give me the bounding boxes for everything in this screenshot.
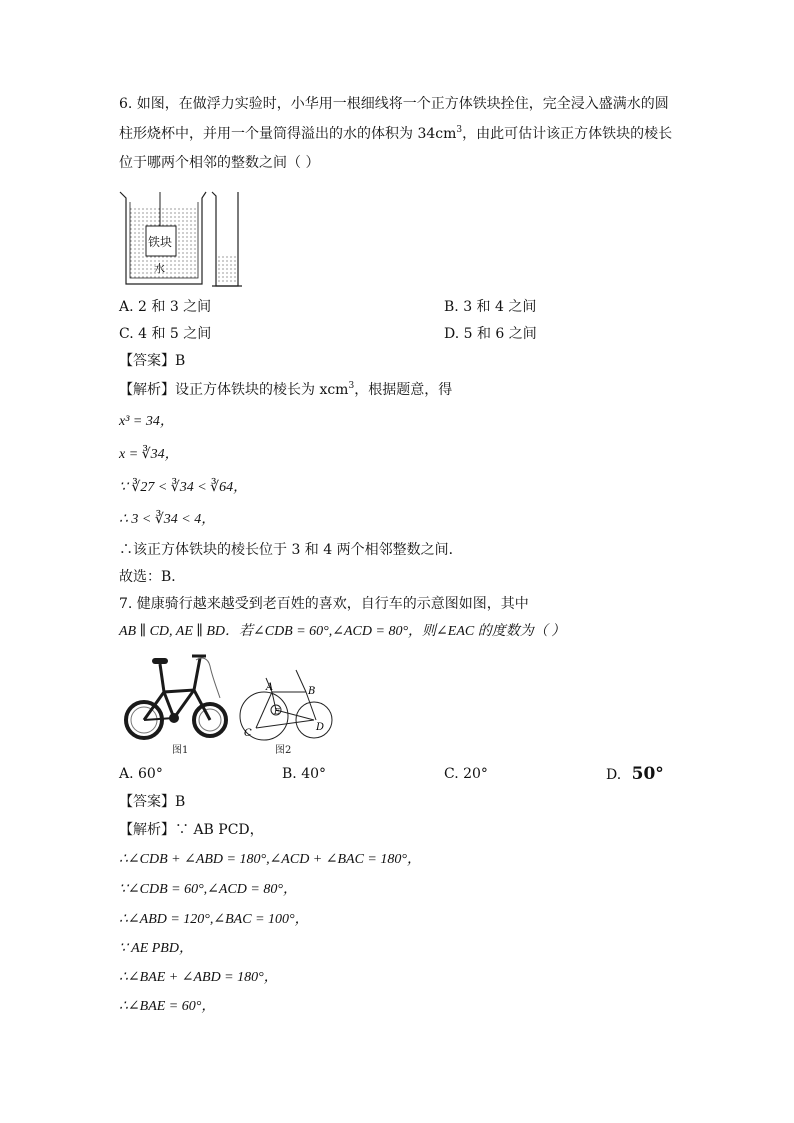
q6-answer: 【答案】B xyxy=(119,353,186,369)
q7-step-6: ∴∠BAE + ∠ABD = 180°， xyxy=(119,970,278,985)
q6-analysis-intro-b: ，根据题意，得 xyxy=(354,382,453,398)
q6-analysis-sup: 3 xyxy=(348,381,355,391)
q6-stem-line-2 xyxy=(119,124,672,144)
q6-stem-line-3: 位于哪两个相邻的整数之间（ ） xyxy=(119,155,320,171)
q6-step-4: ∴ 3 < ∛34 < 4， xyxy=(119,512,216,527)
q6-stem-sup: 3 xyxy=(456,125,463,135)
q7-option-b: B. 40° xyxy=(282,766,327,782)
q6-option-b: B. 3 和 4 之间 xyxy=(444,299,537,315)
q7-step-5: ∵ AE PBD， xyxy=(119,941,193,956)
q6-option-c: C. 4 和 5 之间 xyxy=(119,326,212,342)
q6-step-3: ∵ ∛27 < ∛34 < ∛64， xyxy=(119,480,248,495)
q7-option-a: A. 60° xyxy=(119,766,163,782)
bicycle-photo xyxy=(120,652,232,742)
q6-option-d: D. 5 和 6 之间 xyxy=(444,326,537,342)
q7-step-7: ∴∠BAE = 60°， xyxy=(119,999,216,1014)
q6-analysis-intro-a: 【解析】设正方体铁块的棱长为 xcm xyxy=(119,382,349,398)
q6-stem-line-2a: 柱形烧杯中，并用一个量筒得溢出的水的体积为 34cm xyxy=(119,126,457,142)
q7-stem-line-2: AB ∥ CD, AE ∥ BD．若∠CDB = 60°,∠ACD = 80°，则∠EAC 的度数为（ ） xyxy=(119,624,566,639)
point-b-label: B xyxy=(308,686,316,697)
point-d-label: D xyxy=(316,722,325,733)
q7-option-d xyxy=(606,764,664,785)
q6-step-1: x³ = 34， xyxy=(119,414,174,429)
point-e-label: E xyxy=(274,707,280,716)
q6-step-5: ∴该正方体铁块的棱长位于 3 和 4 两个相邻整数之间． xyxy=(119,542,463,558)
water-label: 水 xyxy=(154,262,165,275)
q7-answer: 【答案】B xyxy=(119,794,186,810)
q6-stem-line-1: 6. 如图，在做浮力实验时，小华用一根细线将一个正方体铁块拴住，完全浸入盛满水的圆 xyxy=(119,96,669,112)
q7-option-c: C. 20° xyxy=(444,766,488,782)
q7-analysis-1: 【解析】∵ AB PCD， xyxy=(119,822,264,838)
q7-option-d-value: 50° xyxy=(631,764,664,784)
point-a-label: A xyxy=(266,682,274,693)
q7-stem-line-1: 7. 健康骑行越来越受到老百姓的喜欢，自行车的示意图如图，其中 xyxy=(119,596,529,612)
q6-analysis-intro xyxy=(119,380,452,400)
fig2-caption: 图2 xyxy=(275,745,292,756)
bicycle-diagram xyxy=(236,668,336,744)
q6-stem-line-2b: ，由此可估计该正方体铁块的棱长 xyxy=(462,126,673,142)
q6-option-a: A. 2 和 3 之间 xyxy=(119,299,212,315)
beaker-figure xyxy=(118,188,248,290)
fig1-caption: 图1 xyxy=(172,745,189,756)
q7-step-2: ∴∠CDB + ∠ABD = 180°,∠ACD + ∠BAC = 180°， xyxy=(119,852,421,867)
q6-step-6: 故选：B． xyxy=(119,569,186,585)
q7-step-4: ∴∠ABD = 120°,∠BAC = 100°， xyxy=(119,912,309,927)
iron-block-label: 铁块 xyxy=(148,235,173,249)
q6-step-2: x = ∛34， xyxy=(119,447,179,462)
q7-option-d-letter: D. xyxy=(606,767,622,783)
point-c-label: C xyxy=(244,728,252,739)
q7-step-3: ∵∠CDB = 60°,∠ACD = 80°， xyxy=(119,882,297,897)
